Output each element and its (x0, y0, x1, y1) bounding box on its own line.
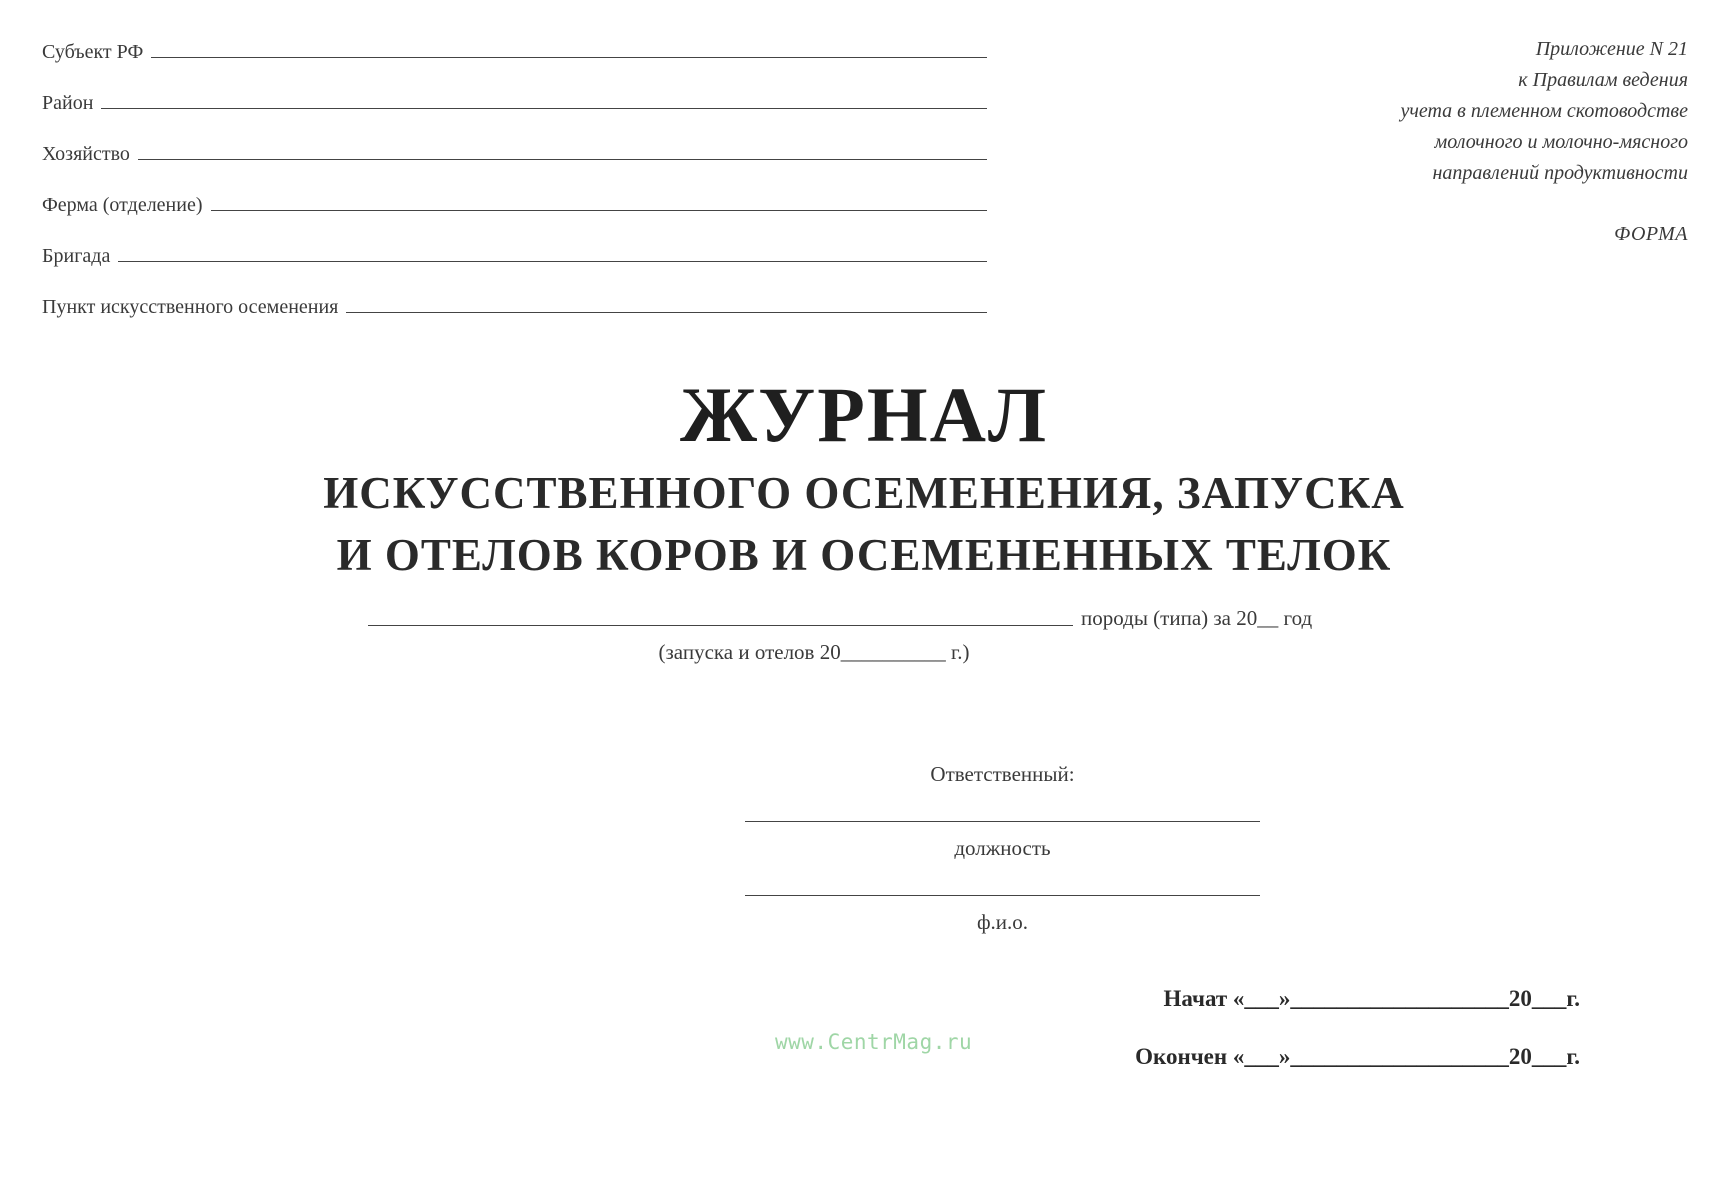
field-line (346, 311, 987, 313)
field-line (211, 209, 988, 211)
annex-line: молочного и молочно-мясного (1434, 131, 1688, 153)
field-insemination-point (42, 289, 987, 319)
annex-line: учета в племенном скотоводстве (1400, 100, 1688, 122)
subtitle-line: ИСКУССТВЕННОГО ОСЕМЕНЕНИЯ, ЗАПУСКА (323, 468, 1405, 518)
start-date: Начат «___»___________________20___г. (1163, 986, 1580, 1011)
breed-suffix: породы (типа) за 20__ год (1081, 606, 1313, 630)
position-blank-line (745, 820, 1260, 822)
header-fields (42, 34, 987, 340)
field-label: Субъект РФ (42, 41, 144, 63)
document-title: ЖУРНАЛ (679, 371, 1049, 458)
field-farm-department (42, 187, 987, 217)
responsible-title: Ответственный: (930, 762, 1075, 786)
field-subject (42, 34, 987, 64)
document-subtitle (0, 462, 1728, 586)
dates-block (1135, 986, 1580, 1102)
field-district (42, 85, 987, 115)
period-note: (запуска и отелов 20__________ г.) (658, 640, 970, 664)
annex-line: к Правилам ведения (1518, 69, 1688, 91)
annex-line: направлений продуктивности (1432, 162, 1688, 184)
field-label: Ферма (отделение) (42, 194, 203, 216)
field-label: Хозяйство (42, 143, 130, 165)
form-label: ФОРМА (1614, 223, 1688, 245)
field-farm-enterprise (42, 136, 987, 166)
responsible-block (745, 762, 1260, 938)
field-line (118, 260, 987, 262)
breed-row (368, 606, 1368, 631)
watermark: www.CentrMag.ru (775, 1030, 973, 1054)
name-blank-line (745, 894, 1260, 896)
field-label: Пункт искусственного осеменения (42, 296, 339, 318)
breed-blank-line (368, 625, 1073, 626)
end-date: Окончен «___»___________________20___г. (1135, 1044, 1580, 1069)
field-line (138, 158, 987, 160)
field-brigade (42, 238, 987, 268)
annex-note (1128, 34, 1688, 250)
field-label: Район (42, 92, 94, 114)
field-line (151, 56, 987, 58)
subtitle-line: И ОТЕЛОВ КОРОВ И ОСЕМЕНЕННЫХ ТЕЛОК (336, 530, 1392, 580)
position-caption: должность (954, 836, 1051, 860)
field-line (101, 107, 987, 109)
field-label: Бригада (42, 245, 111, 267)
name-caption: ф.и.о. (976, 910, 1029, 934)
annex-line: Приложение N 21 (1535, 38, 1688, 60)
